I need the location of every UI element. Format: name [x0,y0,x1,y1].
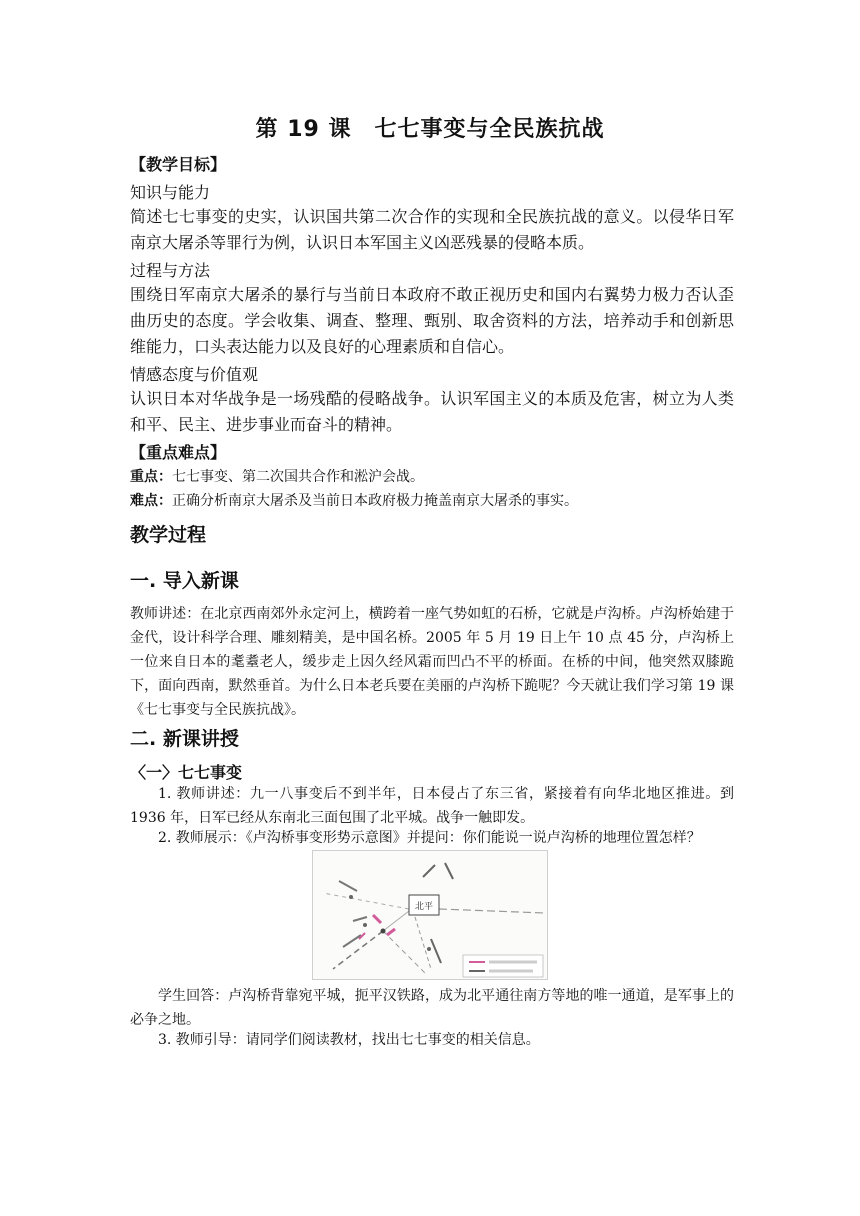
knowledge-text: 简述七七事变的史实，认识国共第二次合作的实现和全民族抗战的意义。以侵华日军南京大屠杀等罪行为例，认识日本军国主义凶恶残暴的侵略本质。 [130,207,734,252]
map-label-beiping: 北平 [414,902,434,912]
key-text: 七七事变、第二次国共合作和淞沪会战。 [172,469,424,485]
map-graphic [313,851,547,979]
process-label: 过程与方法 [130,261,211,280]
process-heading: 教学过程 [130,524,207,546]
difficult-text: 正确分析南京大屠杀及当前日本政府极力掩盖南京大屠杀的事实。 [172,493,578,509]
difficult-point-line [130,490,578,510]
student-answer-text: 学生回答：卢沟桥背靠宛平城，扼平汉铁路，成为北平通往南方等地的唯一通道，是军事上的必争之地。 [130,988,734,1028]
key-label: 重点： [130,469,172,485]
section1-text: 教师讲述：在北京西南郊外永定河上，横跨着一座气势如虹的石桥，它就是卢沟桥。卢沟桥始建于金代，设计科学合理、雕刻精美，是中国名桥。2005 年 5 月 19 日上午 10 点 45 分，卢沟桥上一位来自日本的耄耋老人，缓步走上因久经风霜而凹凸不平的桥面。在桥的中间，他突然双膝跪下，面向西南，默然垂首。为什么日本老兵要在美丽的卢沟桥下跪呢？今天就让我们学习第 19 课《七七事变与全民族抗战》。 [130,606,734,718]
emotion-label: 情感态度与价值观 [130,365,259,384]
process-text: 围绕日军南京大屠杀的暴行与当前日本政府不敢正视历史和国内右翼势力极力否认歪曲历史的态度。学会收集、调查、整理、甄别、取舍资料的方法，培养动手和创新思维能力，口头表达能力以及良好的心理素质和自信心。 [130,285,734,356]
section1-heading: 一. 导入新课 [130,570,239,592]
subsection1-heading: 〈一〉七七事变 [130,763,243,782]
difficult-label: 难点： [130,493,172,509]
item1-text: 1. 教师讲述：九一八事变后不到半年，日本侵占了东三省，紧接着有向华北地区推进。到 1936 年，日军已经从东南北三面包围了北平城。战争一触即发。 [130,786,734,826]
key-points-heading: 【重点难点】 [130,443,227,462]
item3-text: 3. 教师引导：请同学们阅读教材，找出七七事变的相关信息。 [158,1032,540,1048]
page-title: 第 19 课 七七事变与全民族抗战 [255,117,605,142]
emotion-text: 认识日本对华战争是一场残酷的侵略战争。认识军国主义的本质及危害，树立为人类和平、民主、进步事业而奋斗的精神。 [130,389,734,434]
item2-text: 2. 教师展示：《卢沟桥事变形势示意图》并提问：你们能说一说卢沟桥的地理位置怎样？ [158,830,701,846]
key-point-line [130,466,424,486]
knowledge-label: 知识与能力 [130,183,211,202]
section2-heading: 二. 新课讲授 [130,728,239,750]
lugouqiao-situation-map [312,850,548,980]
objectives-heading: 【教学目标】 [130,155,227,174]
